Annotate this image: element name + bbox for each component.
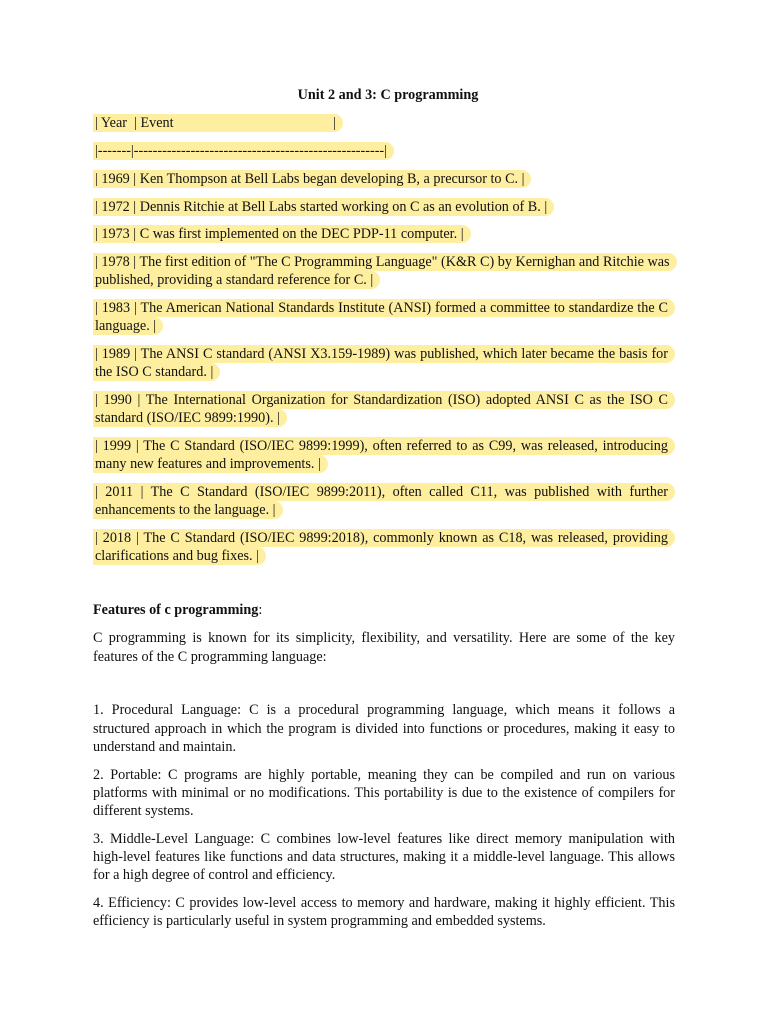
table-row-text: | 2018 | The C Standard (ISO/IEC 9899:2018), commonly known as C18, was released, providing clarifications and bug fixes. | xyxy=(93,529,675,565)
table-row-text: | 1990 | The International Organization for Standardization (ISO) adopted ANSI C as the ISO C standard (ISO/IEC 9899:1990). | xyxy=(93,391,675,427)
table-row xyxy=(93,483,675,519)
table-row xyxy=(93,253,675,289)
feature-item: 4. Efficiency: C provides low-level access to memory and hardware, making it highly efficient. This efficiency is particularly useful in system programming and embedded systems. xyxy=(93,895,675,930)
table-row xyxy=(93,529,675,565)
table-row xyxy=(93,299,675,335)
features-heading-text: Features of c programming xyxy=(93,602,259,619)
table-separator-line xyxy=(93,142,675,160)
table-row-text: | 2011 | The C Standard (ISO/IEC 9899:2011), often called C11, was published with further enhancements to the language. | xyxy=(93,483,675,519)
table-row xyxy=(93,170,675,188)
features-heading-colon: : xyxy=(258,602,263,619)
table-row-text: | 1999 | The C Standard (ISO/IEC 9899:1999), often referred to as C99, was released, introducing many new features and improvements. | xyxy=(93,437,675,473)
features-heading xyxy=(93,601,675,619)
timeline-table xyxy=(93,114,675,565)
table-row xyxy=(93,345,675,381)
table-separator-text: |-------|-----------------------------------------------------| xyxy=(93,142,394,160)
paragraph-spacer xyxy=(93,675,675,701)
feature-item: 2. Portable: C programs are highly portable, meaning they can be compiled and run on various platforms with minimal or no modifications. This portability is due to the existence of compilers for different systems. xyxy=(93,766,675,819)
document-page xyxy=(93,86,675,940)
section-spacer xyxy=(93,575,675,601)
document-title: Unit 2 and 3: C programming xyxy=(297,87,479,103)
feature-item: 1. Procedural Language: C is a procedural programming language, which means it follows a structured approach in which the program is divided into functions or procedures, making it easy to understand and maintain. xyxy=(93,702,675,755)
table-header-line xyxy=(93,114,675,132)
table-row-text: | 1972 | Dennis Ritchie at Bell Labs started working on C as an evolution of B. | xyxy=(93,198,554,216)
table-row-text: | 1969 | Ken Thompson at Bell Labs began developing B, a precursor to C. | xyxy=(93,170,531,188)
table-row xyxy=(93,437,675,473)
table-row xyxy=(93,198,675,216)
feature-item: 3. Middle-Level Language: C combines low-level features like direct memory manipulation with high-level features like functions and data structures, making it a middle-level language. This allows for a high degree of control and efficiency. xyxy=(93,830,675,884)
table-row xyxy=(93,391,675,427)
features-intro: C programming is known for its simplicity, flexibility, and versatility. Here are some of the key features of the C programming language: xyxy=(93,630,675,665)
table-row-text: | 1983 | The American National Standards Institute (ANSI) formed a committee to standardize the C language. | xyxy=(93,299,675,335)
table-row-text: | 1989 | The ANSI C standard (ANSI X3.159-1989) was published, which later became the basis for the ISO C standard. | xyxy=(93,345,675,381)
table-row-text: | 1973 | C was first implemented on the DEC PDP-11 computer. | xyxy=(93,225,471,243)
table-row-text: | 1978 | The first edition of "The C Programming Language" (K&R C) by Kernighan and Ritchie was published, providing a standard reference for C. | xyxy=(93,253,677,289)
table-header-text: | Year | Event | xyxy=(93,114,343,132)
table-row xyxy=(93,225,675,243)
